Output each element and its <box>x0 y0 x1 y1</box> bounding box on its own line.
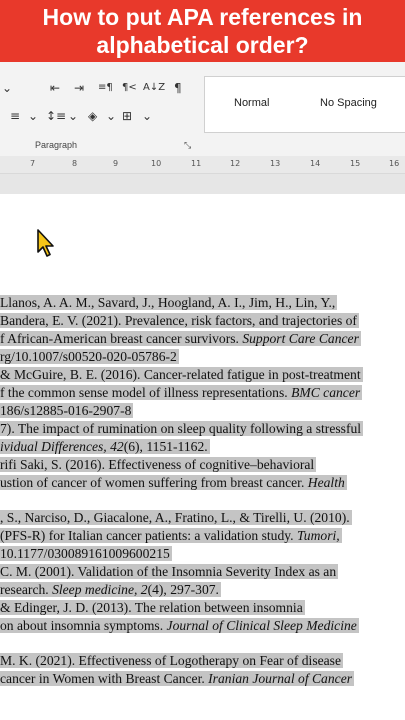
ruler-tick: 11 <box>191 159 202 168</box>
reference-line: & McGuire, B. E. (2016). Cancer-related fatigue in post-treatment <box>0 367 361 382</box>
reference-line: Bandera, E. V. (2021). Prevalence, risk factors, and trajectories of <box>0 313 357 328</box>
ruler-tick: 8 <box>72 159 78 168</box>
line-spacing-dropdown-icon[interactable]: ⌄ <box>68 109 79 123</box>
decrease-indent-icon[interactable]: ⇤ <box>50 81 61 95</box>
increase-indent-icon[interactable]: ⇥ <box>74 81 85 95</box>
banner-line-2: alphabetical order? <box>96 32 309 58</box>
reference-line: f the common sense model of illness representations. BMC cancer <box>0 385 361 400</box>
reference-line: on about insomnia symptoms. Journal of Clinical Sleep Medicine <box>0 618 357 633</box>
justify-dropdown-icon[interactable]: ⌄ <box>28 109 39 123</box>
shading-icon[interactable]: ◈ <box>88 109 98 123</box>
reference-line: research. Sleep medicine, 2(4), 297-307. <box>0 582 219 597</box>
style-no-spacing[interactable]: No Spacing <box>320 97 377 109</box>
styles-gallery <box>204 76 405 133</box>
reference-line: ustion of cancer of women suffering from breast cancer. Health <box>0 475 345 490</box>
reference-line: , S., Narciso, D., Giacalone, A., Fratino, L., & Tirelli, U. (2010). <box>0 510 350 525</box>
shading-dropdown-icon[interactable]: ⌄ <box>106 109 117 123</box>
borders-icon[interactable]: ⊞ <box>122 109 133 123</box>
borders-dropdown-icon[interactable]: ⌄ <box>142 109 153 123</box>
list-dropdown-icon[interactable]: ⌄ <box>2 81 13 95</box>
show-formatting-marks-icon[interactable]: ¶ <box>174 81 182 95</box>
document-gutter <box>0 174 405 194</box>
ruler-tick: 9 <box>113 159 119 168</box>
ruler-tick: 13 <box>270 159 281 168</box>
title-banner <box>0 0 405 62</box>
style-normal[interactable]: Normal <box>234 97 270 109</box>
justify-icon[interactable]: ≡ <box>10 109 21 123</box>
ruler-tick: 14 <box>310 159 321 168</box>
reference-line: Llanos, A. A. M., Savard, J., Hoogland, A. I., Jim, H., Lin, Y., <box>0 295 336 310</box>
ruler-tick: 15 <box>350 159 361 168</box>
reference-line: 7). The impact of rumination on sleep quality following a stressful <box>0 421 362 436</box>
line-spacing-icon[interactable]: ↕≡ <box>46 109 67 123</box>
reference-line: ividual Differences, 42(6), 1151-1162. <box>0 439 208 454</box>
reference-line: rifi Saki, S. (2016). Effectiveness of cognitive–behavioral <box>0 457 315 472</box>
sort-icon[interactable]: A↓Z <box>143 82 166 93</box>
ruler-tick: 16 <box>389 159 400 168</box>
banner-line-1: How to put APA references in <box>42 4 363 30</box>
reference-line: (PFS-R) for Italian cancer patients: a validation study. Tumori, <box>0 528 340 543</box>
reference-line: M. K. (2021). Effectiveness of Logotherapy on Fear of disease <box>0 653 342 668</box>
ruler-tick: 12 <box>230 159 241 168</box>
reference-line: cancer in Women with Breast Cancer. Iranian Journal of Cancer <box>0 671 353 686</box>
ruler-tick: 10 <box>151 159 162 168</box>
mouse-pointer-icon <box>36 228 56 258</box>
reference-line: C. M. (2001). Validation of the Insomnia Severity Index as an <box>0 564 337 579</box>
reference-line: & Edinger, J. D. (2013). The relation between insomnia <box>0 600 303 615</box>
rtl-paragraph-icon[interactable]: ¶< <box>122 82 137 93</box>
reference-line: rg/10.1007/s00520-020-05786-2 <box>0 349 177 364</box>
reference-line: f African-American breast cancer survivors. Support Care Cancer <box>0 331 359 346</box>
reference-line: 186/s12885-016-2907-8 <box>0 403 132 418</box>
ltr-paragraph-icon[interactable]: ≡¶ <box>98 82 113 93</box>
paragraph-dialog-launcher-icon[interactable]: ⤡ <box>184 140 192 150</box>
paragraph-group-label: Paragraph <box>35 140 78 150</box>
reference-line: 10.1177/030089161009600215 <box>0 546 170 561</box>
horizontal-ruler[interactable] <box>0 156 405 174</box>
ruler-tick: 7 <box>30 159 36 168</box>
